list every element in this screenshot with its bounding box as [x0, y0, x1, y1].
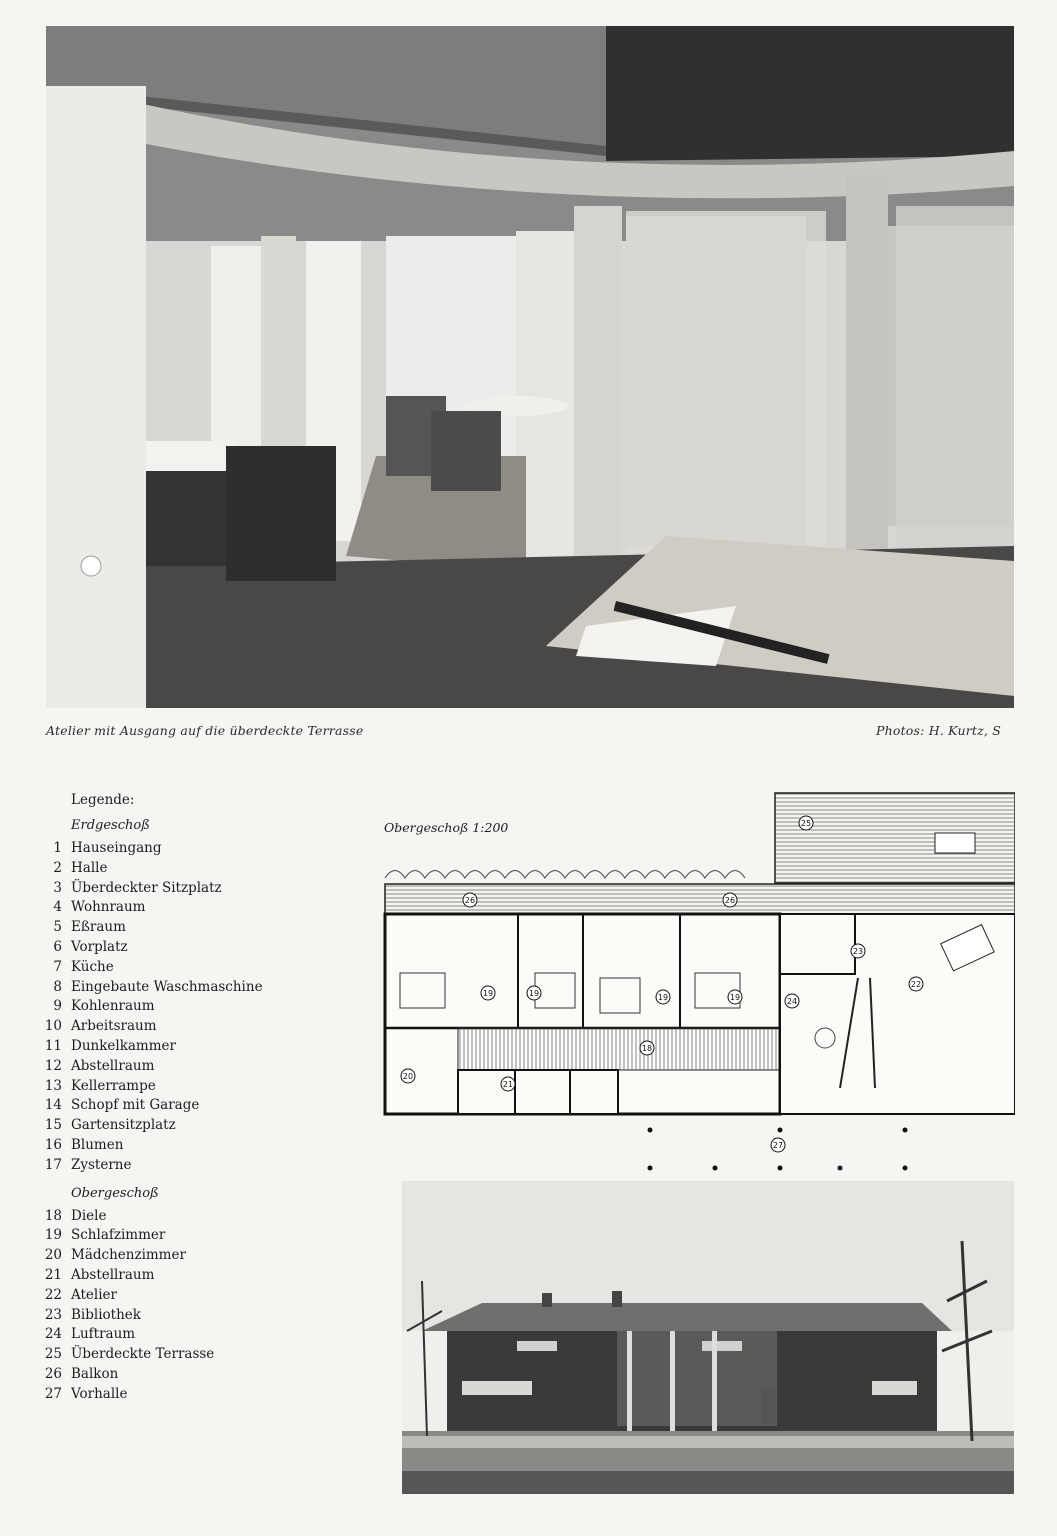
plan-marker — [909, 977, 923, 991]
legend-section-heading: Erdgeschoß — [71, 818, 150, 833]
svg-text:22: 22 — [910, 980, 922, 989]
svg-text:19: 19 — [657, 993, 669, 1002]
legend-item: 17 Zysterne — [44, 1156, 132, 1173]
plan-marker — [656, 990, 670, 1004]
svg-text:26: 26 — [724, 896, 736, 905]
legend-item: 10 Arbeitsraum — [44, 1018, 157, 1035]
plan-marker — [481, 986, 495, 1000]
svg-text:19: 19 — [729, 993, 741, 1002]
atelier-photo — [46, 26, 1014, 708]
svg-text:19: 19 — [528, 989, 540, 998]
plan-marker — [851, 944, 865, 958]
plan-marker — [723, 893, 737, 907]
legend-item: 20 Mädchenzimmer — [44, 1247, 186, 1264]
photo-caption: Atelier mit Ausgang auf die überdeckte Terrasse — [46, 723, 364, 738]
legend-item: 12 Abstellraum — [44, 1057, 155, 1074]
legend-item: 18 Diele — [44, 1207, 107, 1224]
legend-item: 6 Vorplatz — [53, 938, 128, 955]
svg-text:19: 19 — [482, 989, 494, 998]
svg-text:26: 26 — [464, 896, 476, 905]
legend-item: 19 Schlafzimmer — [44, 1227, 166, 1244]
plan-marker — [527, 986, 541, 1000]
legend-title: Legende: — [71, 792, 135, 808]
legend-item: 23 Bibliothek — [44, 1306, 141, 1323]
legend-item: 14 Schopf mit Garage — [44, 1097, 200, 1114]
plan-marker — [799, 816, 813, 830]
legend-item: 4 Wohnraum — [53, 899, 146, 916]
legend-list-obergeschoss — [44, 1207, 344, 1405]
legend-item: 11 Dunkelkammer — [44, 1037, 176, 1054]
plan-marker — [640, 1041, 654, 1055]
legend-item: 21 Abstellraum — [44, 1266, 155, 1283]
legend-item: 13 Kellerrampe — [44, 1077, 156, 1094]
legend-item: 9 Kohlenraum — [53, 998, 155, 1015]
plan-marker — [785, 994, 799, 1008]
legend-item: 22 Atelier — [44, 1286, 118, 1303]
floor-plan — [370, 788, 1015, 1178]
legend-item: 25 Überdeckte Terrasse — [44, 1346, 215, 1363]
legend-item: 1 Hauseingang — [53, 840, 162, 856]
legend-item: 16 Blumen — [44, 1136, 124, 1153]
svg-text:23: 23 — [852, 947, 864, 956]
legend-item: 27 Vorhalle — [44, 1385, 128, 1402]
svg-text:25: 25 — [800, 819, 812, 828]
legend — [44, 792, 344, 1405]
exterior-photo — [402, 1181, 1014, 1494]
legend-section-heading: Obergeschoß — [71, 1185, 159, 1201]
legend-item: 7 Küche — [53, 958, 114, 975]
svg-text:21: 21 — [502, 1080, 514, 1089]
legend-item: 8 Eingebaute Waschmaschine — [53, 978, 263, 995]
plan-marker — [463, 893, 477, 907]
legend-item: 26 Balkon — [44, 1365, 119, 1382]
plan-marker — [501, 1077, 515, 1091]
svg-text:18: 18 — [641, 1044, 653, 1053]
svg-text:24: 24 — [786, 997, 798, 1006]
plan-marker — [728, 990, 742, 1004]
legend-list-erdgeschoss — [44, 839, 344, 1176]
plan-marker — [401, 1069, 415, 1083]
photo-credit: Photos: H. Kurtz, S — [876, 723, 1001, 738]
legend-item: 5 Eßraum — [53, 919, 126, 936]
plan-marker — [771, 1138, 785, 1152]
svg-text:20: 20 — [402, 1072, 414, 1081]
floor-plan-title: Obergeschoß 1:200 — [384, 820, 509, 835]
legend-item: 2 Halle — [53, 859, 108, 876]
legend-item: 24 Luftraum — [44, 1326, 136, 1343]
legend-item: 15 Gartensitzplatz — [44, 1117, 176, 1134]
svg-text:27: 27 — [772, 1141, 784, 1150]
legend-item: 3 Überdeckter Sitzplatz — [53, 879, 222, 896]
